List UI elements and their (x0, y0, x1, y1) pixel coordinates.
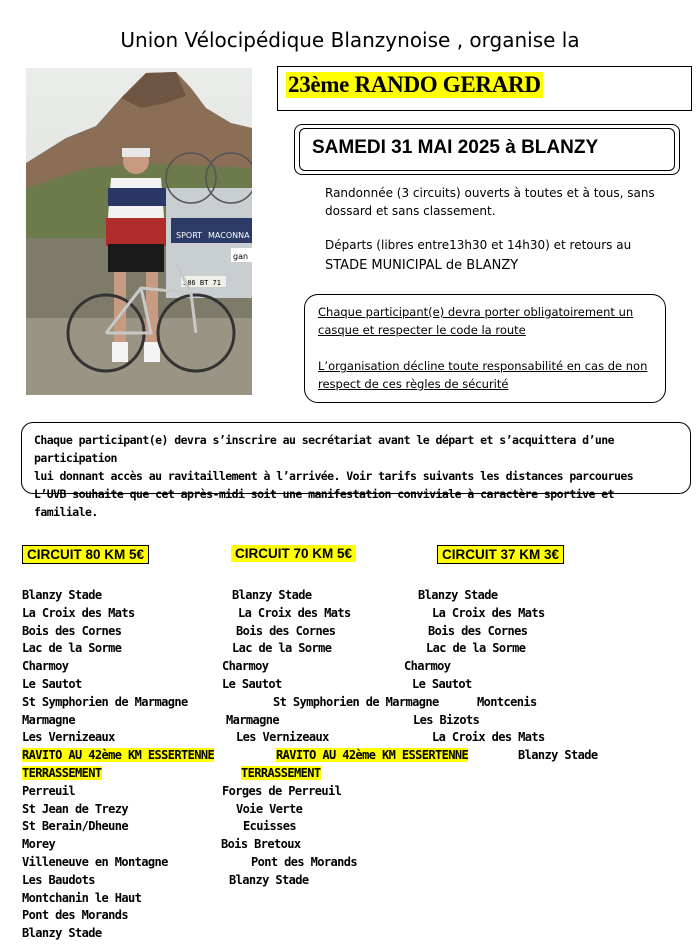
car-plate: 386 BT 71 (183, 279, 221, 287)
circuit-80km-heading: CIRCUIT 80 KM 5€ (22, 545, 149, 564)
circuit-70km-stop: Lac de la Sorme (232, 641, 332, 656)
car-sign-3: gan (233, 252, 249, 261)
circuit-80km-stop: Lac de la Sorme (22, 641, 122, 656)
info-line-1: Randonnée (3 circuits) ouverts à toutes et à tous, sans (325, 186, 655, 200)
circuit-80km-stop: Les Vernizeaux (22, 730, 115, 745)
circuit-80km-stop: Le Sautot (22, 677, 82, 691)
circuit-80km-stop: Marmagne (22, 712, 75, 727)
circuit-70km-stop: Bois Bretoux (221, 837, 301, 852)
registration-line-2: lui donnant accès au ravitaillement à l’arrivée. Voir tarifs suivants les distances parcourues (34, 469, 634, 483)
circuit-80km-stop: Perreuil (22, 783, 75, 798)
circuit-37km-stop: Blanzy Stade (418, 588, 498, 602)
circuit-70km-stop: Le Sautot (222, 677, 282, 691)
event-date: SAMEDI 31 MAI 2025 à BLANZY (312, 137, 599, 158)
circuit-37km-stop: Blanzy Stade (518, 748, 598, 763)
circuit-70km-stop: Bois des Cornes (236, 623, 336, 638)
circuit-37km-heading: CIRCUIT 37 KM 3€ (437, 545, 564, 564)
circuit-37km-stop: Lac de la Sorme (426, 641, 526, 656)
circuit-80km-stop: St Berain/Dheune (22, 819, 128, 834)
info-line-2: dossard et sans classement. (325, 204, 496, 218)
circuit-37km-stop: Bois des Cornes (428, 623, 528, 638)
rule-line-3: L’organisation décline toute responsabilité en cas de non (318, 359, 648, 373)
registration-line-3: L’UVB souhaite que cet après-midi soit une manifestation conviviale à caractère sportive et familiale. (34, 487, 614, 519)
rule-line-2: casque et respecter le code la route (318, 323, 526, 337)
circuit-80km-stop: Blanzy Stade (22, 588, 102, 602)
circuit-70km-stop: Marmagne (226, 712, 279, 727)
circuit-70km-stop: Les Vernizeaux (236, 730, 329, 745)
cyclist-photo (26, 68, 252, 395)
circuit-70km-stop: Blanzy Stade (232, 588, 312, 602)
circuit-80km-stop: St Symphorien de Marmagne (22, 694, 188, 709)
circuit-70km-stop: RAVITO AU 42ème KM ESSERTENNE (276, 748, 469, 763)
circuit-80km-stop: Charmoy (22, 659, 69, 674)
circuit-80km-stop: TERRASSEMENT (22, 766, 102, 780)
circuit-80km-stop: RAVITO AU 42ème KM ESSERTENNE (22, 748, 215, 763)
car-sign-2: MACONNA (208, 231, 250, 240)
circuit-37km-stop: Montcenis (477, 694, 537, 709)
circuit-70km-stop: TERRASSEMENT (241, 766, 321, 780)
circuit-37km-stop: La Croix des Mats (432, 605, 545, 620)
circuit-37km-stop: Charmoy (404, 659, 451, 674)
circuit-70km-heading: CIRCUIT 70 KM 5€ (231, 545, 356, 562)
circuit-37km-stop: Les Bizots (413, 712, 480, 727)
circuit-70km-stop: Pont des Morands (251, 855, 357, 869)
circuit-80km-stop: St Jean de Trezy (22, 801, 128, 816)
circuit-80km-stop: Blanzy Stade (22, 926, 102, 941)
car-sign: SPORT (176, 231, 203, 240)
event-title: 23ème RANDO GERARD (288, 72, 541, 97)
circuit-70km-stop: Charmoy (222, 659, 269, 674)
circuit-70km-stop: Blanzy Stade (229, 872, 309, 887)
circuit-70km-stop: La Croix des Mats (238, 605, 351, 620)
circuit-80km-stop: Bois des Cornes (22, 623, 122, 638)
circuit-80km-stop: Les Baudots (22, 872, 95, 887)
circuit-80km-stop: Villeneuve en Montagne (22, 855, 168, 869)
registration-text (34, 431, 684, 521)
circuit-80km-stop: Pont des Morands (22, 908, 128, 923)
circuit-80km-stop: Morey (22, 837, 56, 852)
circuit-80km-stop: Montchanin le Haut (22, 890, 142, 905)
info-line-3: Départs (libres entre13h30 et 14h30) et retours au (325, 238, 632, 252)
circuit-70km-stop: St Symphorien de Marmagne (273, 694, 439, 709)
circuit-37km-stop: Le Sautot (412, 677, 472, 691)
organizer-heading: Union Vélocipédique Blanzynoise , organise la (120, 28, 580, 52)
circuit-80km-stop: La Croix des Mats (22, 605, 135, 620)
rule-line-4: respect de ces règles de sécurité (318, 377, 509, 391)
registration-line-1: Chaque participant(e) devra s’inscrire au secrétariat avant le départ et s’acquittera d’une participation (34, 433, 614, 465)
circuit-37km-stop: La Croix des Mats (432, 730, 545, 745)
circuit-70km-stop: Ecuisses (243, 819, 296, 834)
circuit-70km-stop: Voie Verte (236, 801, 303, 816)
info-line-4: STADE MUNICIPAL de BLANZY (325, 258, 519, 273)
rule-line-1: Chaque participant(e) devra porter obligatoirement un (318, 305, 634, 319)
cyclist-photo-illustration (26, 68, 252, 395)
circuit-70km-stop: Forges de Perreuil (222, 783, 342, 798)
